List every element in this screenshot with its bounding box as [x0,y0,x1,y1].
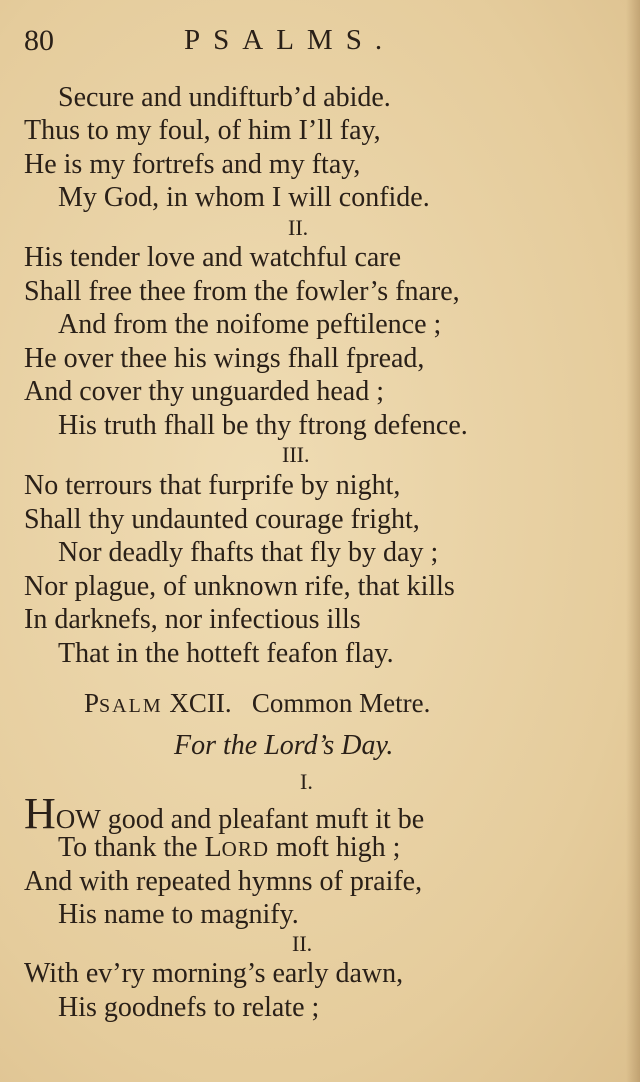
verse-line: And with repeated hymns of praife, [24,866,423,897]
verse-line: His name to magnify. [58,899,299,930]
page-number: 80 [24,24,54,57]
running-head: PSALMS. [184,24,396,56]
stanza-numeral: III. [282,442,310,467]
verse-line-first [24,789,425,838]
line-part: moft high ; [276,832,401,863]
verse-line: Nor plague, of unknown rife, that kills [24,571,455,602]
psalm-heading-initial: P [84,688,100,718]
verse-line: And from the noifome peftilence ; [58,309,442,340]
psalm-subtitle: For the Lord’s Day. [174,730,394,761]
psalm-heading-smallcaps: SALM [99,695,163,717]
verse-line: Nor deadly fhafts that fly by day ; [58,537,439,568]
stanza-numeral: II. [288,215,309,240]
line-part: To thank the [58,832,198,863]
drop-cap: H [24,789,56,838]
verse-line: Secure and undifturb’d abide. [58,82,391,113]
verse-line: He is my fortrefs and my ftay, [24,149,361,180]
page-header [24,24,620,64]
verse-line: His truth fhall be thy ftrong defence. [58,410,468,441]
verse-line: Thus to my foul, of him I’ll fay, [24,115,381,146]
verse-line: He over thee his wings fhall fpread, [24,343,425,374]
verse-line: In darknefs, nor infectious ills [24,604,361,635]
stanza-numeral: II. [292,931,313,956]
verse-line: Shall free thee from the fowler’s fnare, [24,276,460,307]
verse-line: And cover thy unguarded head ; [24,376,384,407]
line-rest: good and pleafant muft it be [107,804,425,835]
page-edge-shadow [626,0,640,1082]
lord-smallcaps: ORD [221,837,270,861]
stanza-numeral: I. [300,769,313,794]
verse-line: No terrours that furprife by night, [24,470,401,501]
psalm-heading [84,690,430,717]
psalm-number: XCII. [169,688,232,718]
verse-line: My God, in whom I will confide. [58,182,430,213]
verse-line: Shall thy undaunted courage fright, [24,504,420,535]
verse-line: His goodnefs to relate ; [58,992,320,1023]
lord-initial: L [204,832,222,863]
caps-rest: OW [55,804,101,834]
verse-line: With ev’ry morning’s early dawn, [24,958,404,989]
psalm-metre: Common Metre. [251,688,431,718]
verse-line: That in the hotteft feafon flay. [58,638,394,669]
verse-line: His tender love and watchful care [24,242,402,273]
verse-line [58,834,400,862]
